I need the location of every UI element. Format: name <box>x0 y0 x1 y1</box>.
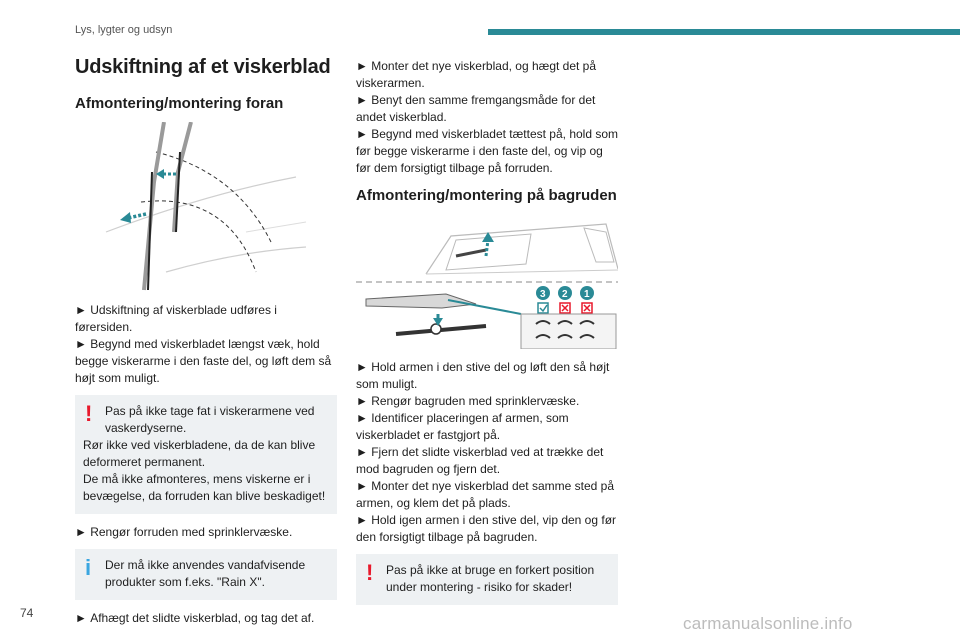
warning-box-rear <box>356 554 618 605</box>
warning-box <box>75 395 337 514</box>
figure-label-3: 3 <box>540 289 546 300</box>
step-item: ► Udskiftning af viskerblade udføres i førersiden. <box>75 302 337 336</box>
warning-text: De må ikke afmonteres, mens viskerne er i bevægelse, da forruden kan blive beskadiget! <box>83 472 326 503</box>
front-step-clean <box>75 524 337 541</box>
rear-wiper-illustration <box>356 214 618 349</box>
rear-subheading: Afmontering/montering på bagruden <box>356 187 617 204</box>
front-steps-continued <box>356 58 618 177</box>
header-accent-bar <box>488 29 960 35</box>
left-column <box>75 56 337 627</box>
front-subheading: Afmontering/montering foran <box>75 95 284 112</box>
step-item: ► Afhægt det slidte viskerblad, og tag det af. <box>75 610 337 627</box>
step-item: ► Begynd med viskerbladet tættest på, hold som før begge viskerarme i den faste del, og vip og før dem forsigtigt tilbage på forruden. <box>356 126 618 177</box>
front-wiper-illustration <box>96 122 316 292</box>
front-steps <box>75 302 337 387</box>
warning-icon: ! <box>366 560 374 585</box>
warning-text: Pas på ikke tage fat i viskerarmene ved vaskerdyserne. <box>105 404 315 435</box>
warning-text: Rør ikke ved viskerbladene, da de kan blive deformeret permanent. <box>83 438 316 469</box>
right-column <box>356 58 618 615</box>
running-header: Lys, lygter og udsyn <box>75 24 173 36</box>
info-box <box>75 549 337 600</box>
figure-label-2: 2 <box>562 289 568 300</box>
warning-icon: ! <box>85 401 93 426</box>
step-item: ► Monter det nye viskerblad, og hægt det på viskerarmen. <box>356 58 618 92</box>
step-item: ► Hold igen armen i den stive del, vip den og før den forsigtigt tilbage på bagruden. <box>356 512 618 546</box>
page-number: 74 <box>20 606 34 620</box>
front-step-remove <box>75 610 337 627</box>
step-item: ► Begynd med viskerbladet længst væk, hold begge viskerarme i den faste del, og løft dem så højt som muligt. <box>75 336 337 387</box>
warning-text: Pas på ikke at bruge en forkert position under montering - risiko for skader! <box>386 563 595 594</box>
step-item: ► Fjern det slidte viskerblad ved at trække det mod bagruden og fjern det. <box>356 444 618 478</box>
section-heading: Udskiftning af et viskerblad <box>75 56 331 78</box>
step-item: ► Rengør forruden med sprinklervæske. <box>75 524 337 541</box>
info-text: Der må ikke anvendes vandafvisende produkter som f.eks. "Rain X". <box>105 558 306 589</box>
rear-steps <box>356 359 618 546</box>
step-item: ► Hold armen i den stive del og løft den så højt som muligt. <box>356 359 618 393</box>
watermark: carmanualsonline.info <box>683 614 853 633</box>
step-item: ► Identificer placeringen af armen, som viskerbladet er fastgjort på. <box>356 410 618 444</box>
figure-label-1: 1 <box>584 289 590 300</box>
step-item: ► Rengør bagruden med sprinklervæske. <box>356 393 618 410</box>
step-item: ► Monter det nye viskerblad det samme sted på armen, og klem det på plads. <box>356 478 618 512</box>
info-icon: i <box>85 555 92 580</box>
step-item: ► Benyt den samme fremgangsmåde for det andet viskerblad. <box>356 92 618 126</box>
